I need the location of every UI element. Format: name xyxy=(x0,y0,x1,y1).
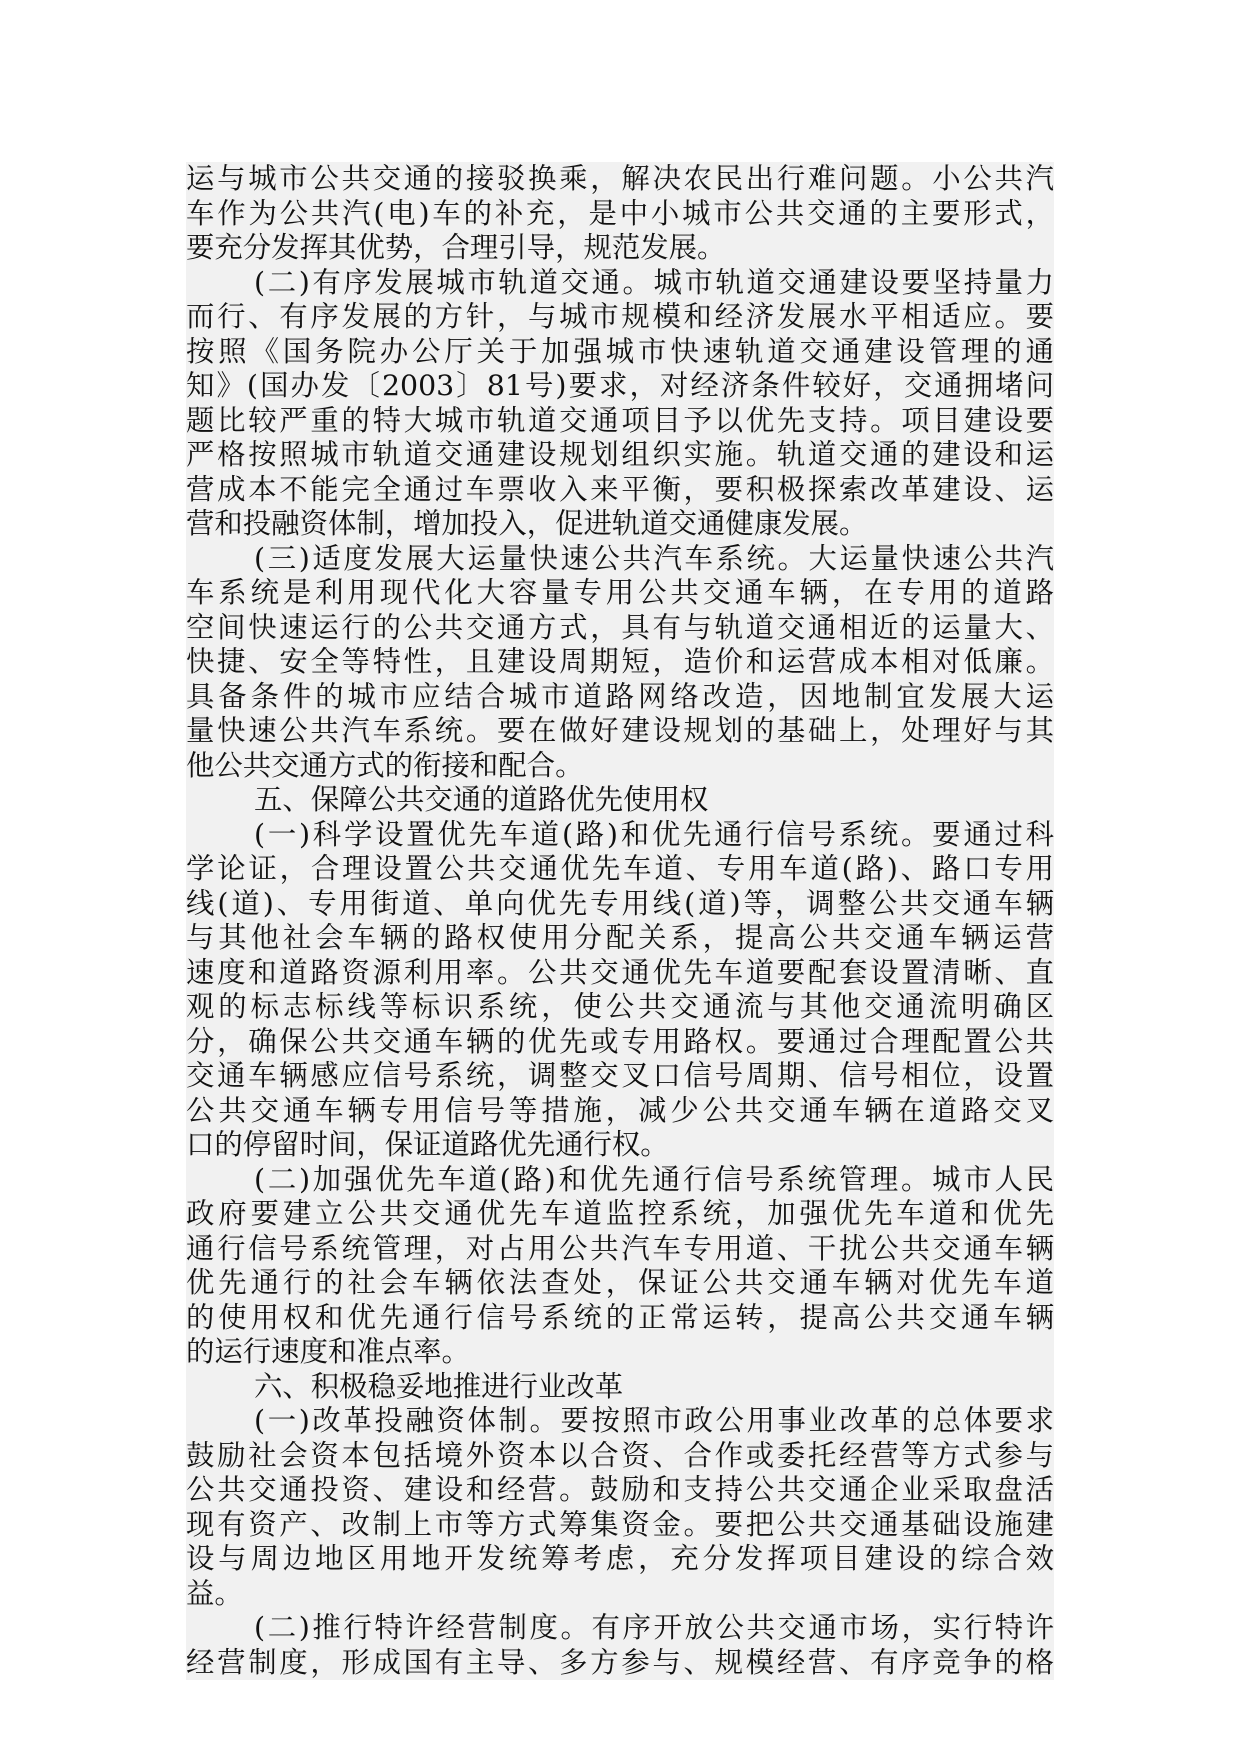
text-line: 要充分发挥其优势，合理引导，规范发展。 xyxy=(186,231,1054,266)
text-line: 与其他社会车辆的路权使用分配关系，提高公共交通车辆运营 xyxy=(186,921,1054,954)
text-line: 的运行速度和准点率。 xyxy=(186,1335,1054,1370)
text-line: 车作为公共汽(电)车的补充，是中小城市公共交通的主要形式， xyxy=(186,196,1054,230)
text-line: 知》(国办发〔2003〕81号)要求，对经济条件较好，交通拥堵问 xyxy=(186,369,1054,402)
text-line: 车系统是利用现代化大容量专用公共交通车辆，在专用的道路 xyxy=(186,576,1054,609)
text-line: 政府要建立公共交通优先车道监控系统，加强优先车道和优先 xyxy=(186,1197,1054,1230)
text-line: 鼓励社会资本包括境外资本以合资、合作或委托经营等方式参与 xyxy=(186,1438,1054,1472)
text-line: 六、积极稳妥地推进行业改革 xyxy=(186,1370,1054,1405)
text-line: 经营制度，形成国有主导、多方参与、规模经营、有序竞争的格 xyxy=(186,1645,1054,1679)
text-line: 具备条件的城市应结合城市道路网络改造，因地制宜发展大运 xyxy=(186,679,1054,713)
document-page xyxy=(186,162,1054,1680)
text-line: 的使用权和优先通行信号系统的正常运转，提高公共交通车辆 xyxy=(186,1300,1054,1334)
text-line: (二)加强优先车道(路)和优先通行信号系统管理。城市人民 xyxy=(186,1163,1054,1198)
text-line: 益。 xyxy=(186,1577,1054,1612)
text-line: 空间快速运行的公共交通方式，具有与轨道交通相近的运量大、 xyxy=(186,610,1054,644)
text-line: 严格按照城市轨道交通建设规划组织实施。轨道交通的建设和运 xyxy=(186,438,1054,471)
text-line: 公共交通车辆专用信号等措施，减少公共交通车辆在道路交叉 xyxy=(186,1093,1054,1127)
text-line: 营和投融资体制，增加投入，促进轨道交通健康发展。 xyxy=(186,507,1054,542)
text-line: 优先通行的社会车辆依法查处，保证公共交通车辆对优先车道 xyxy=(186,1266,1054,1299)
text-line: 速度和道路资源利用率。公共交通优先车道要配套设置清晰、直 xyxy=(186,955,1054,989)
text-line: 量快速公共汽车系统。要在做好建设规划的基础上，处理好与其 xyxy=(186,714,1054,747)
text-line: 按照《国务院办公厅关于加强城市快速轨道交通建设管理的通 xyxy=(186,334,1054,368)
text-line: 营成本不能完全通过车票收入来平衡，要积极探索改革建设、运 xyxy=(186,472,1054,506)
text-line: 运与城市公共交通的接驳换乘，解决农民出行难问题。小公共汽 xyxy=(186,162,1054,195)
text-line: 交通车辆感应信号系统，调整交叉口信号周期、信号相位，设置 xyxy=(186,1059,1054,1092)
text-line: 五、保障公共交通的道路优先使用权 xyxy=(186,783,1054,818)
text-line: 学论证，合理设置公共交通优先车道、专用车道(路)、路口专用 xyxy=(186,852,1054,885)
text-line: 通行信号系统管理，对占用公共汽车专用道、干扰公共交通车辆 xyxy=(186,1231,1054,1265)
text-line: 口的停留时间，保证道路优先通行权。 xyxy=(186,1128,1054,1163)
text-line: (一)改革投融资体制。要按照市政公用事业改革的总体要求 xyxy=(186,1404,1054,1439)
text-line: 观的标志标线等标识系统，使公共交通流与其他交通流明确区 xyxy=(186,990,1054,1023)
text-line: (二)推行特许经营制度。有序开放公共交通市场，实行特许 xyxy=(186,1611,1054,1646)
text-line: 公共交通投资、建设和经营。鼓励和支持公共交通企业采取盘活 xyxy=(186,1473,1054,1506)
text-line: (三)适度发展大运量快速公共汽车系统。大运量快速公共汽 xyxy=(186,542,1054,577)
text-line: 题比较严重的特大城市轨道交通项目予以优先支持。项目建设要 xyxy=(186,403,1054,437)
text-line: 分，确保公共交通车辆的优先或专用路权。要通过合理配置公共 xyxy=(186,1024,1054,1058)
text-line: (二)有序发展城市轨道交通。城市轨道交通建设要坚持量力 xyxy=(186,266,1054,301)
text-line: 设与周边地区用地开发统筹考虑，充分发挥项目建设的综合效 xyxy=(186,1542,1054,1575)
text-line: 他公共交通方式的衔接和配合。 xyxy=(186,749,1054,784)
text-line: 线(道)、专用街道、单向优先专用线(道)等，调整公共交通车辆 xyxy=(186,886,1054,920)
text-line: 而行、有序发展的方针，与城市规模和经济发展水平相适应。要 xyxy=(186,300,1054,333)
text-line: 快捷、安全等特性，且建设周期短，造价和运营成本相对低廉。 xyxy=(186,645,1054,678)
text-line: 现有资产、改制上市等方式筹集资金。要把公共交通基础设施建 xyxy=(186,1507,1054,1541)
text-line: (一)科学设置优先车道(路)和优先通行信号系统。要通过科 xyxy=(186,818,1054,853)
